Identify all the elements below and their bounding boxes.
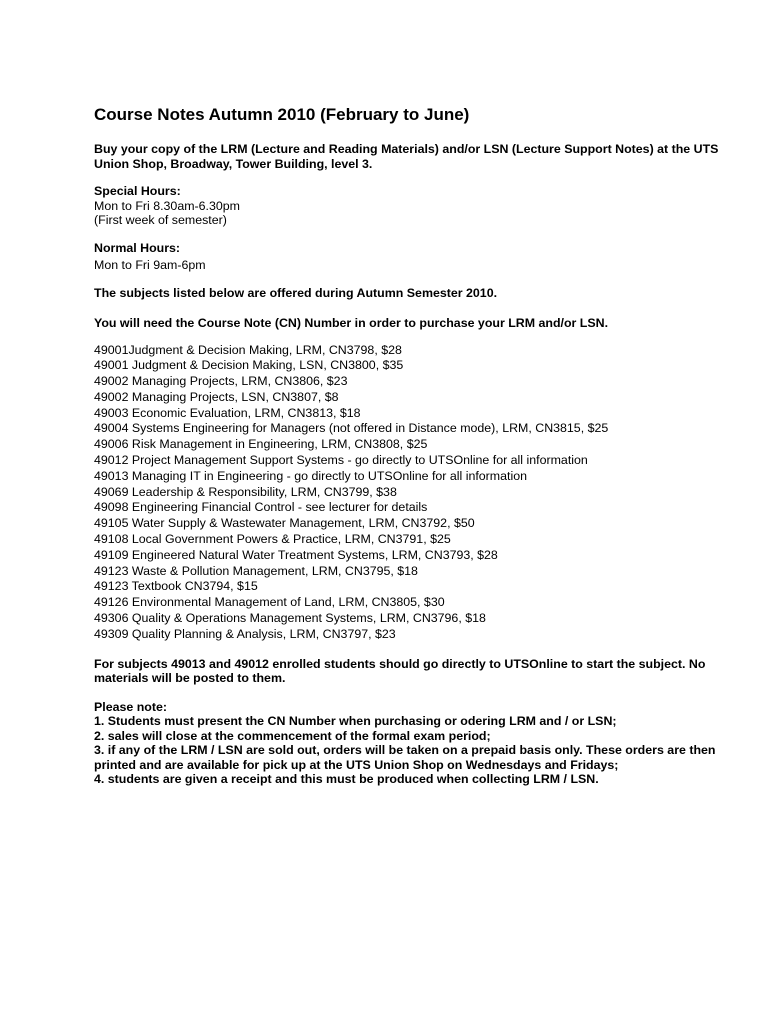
list-item: 49001 Judgment & Decision Making, LSN, CN3800, $35 bbox=[94, 358, 404, 373]
please-note-section bbox=[94, 700, 734, 787]
list-item: 49306 Quality & Operations Management Systems, LRM, CN3796, $18 bbox=[94, 611, 486, 626]
intro-paragraph: Buy your copy of the LRM (Lecture and Reading Materials) and/or LSN (Lecture Support Notes) at the UTS Union Shop, Broadway, Tower Building, level 3. bbox=[94, 142, 719, 171]
list-item: 49123 Textbook CN3794, $15 bbox=[94, 579, 258, 594]
list-item: 49012 Project Management Support Systems - go directly to UTSOnline for all information bbox=[94, 453, 588, 468]
special-hours-heading: Special Hours: bbox=[94, 184, 181, 198]
list-item: 49013 Managing IT in Engineering - go directly to UTSOnline for all information bbox=[94, 468, 527, 483]
note-item: 4. students are given a receipt and this must be produced when collecting LRM / LSN. bbox=[94, 772, 599, 787]
special-hours-note: (First week of semester) bbox=[94, 213, 227, 227]
subjects-offered-text: The subjects listed below are offered during Autumn Semester 2010. bbox=[94, 285, 498, 300]
normal-hours-heading: Normal Hours: bbox=[94, 240, 181, 255]
normal-hours-section bbox=[94, 241, 734, 273]
list-item: 49002 Managing Projects, LSN, CN3807, $8 bbox=[94, 389, 339, 404]
cn-needed-text: You will need the Course Note (CN) Number in order to purchase your LRM and/or LSN. bbox=[94, 316, 609, 330]
list-item: 49105 Water Supply & Wastewater Management, LRM, CN3792, $50 bbox=[94, 516, 475, 531]
utsonline-note: For subjects 49013 and 49012 enrolled students should go directly to UTSOnline to start the subject. No materials will be posted to them. bbox=[94, 656, 706, 686]
list-item: 49069 Leadership & Responsibility, LRM, CN3799, $38 bbox=[94, 484, 397, 499]
list-item: 49001Judgment & Decision Making, LRM, CN3798, $28 bbox=[94, 342, 402, 357]
list-item: 49108 Local Government Powers & Practice, LRM, CN3791, $25 bbox=[94, 532, 451, 547]
list-item: 49003 Economic Evaluation, LRM, CN3813, $18 bbox=[94, 405, 361, 420]
please-note-heading: Please note: bbox=[94, 699, 167, 714]
list-item: 49098 Engineering Financial Control - see lecturer for details bbox=[94, 500, 428, 515]
special-hours-times: Mon to Fri 8.30am-6.30pm bbox=[94, 198, 240, 213]
note-item: 2. sales will close at the commencement of the formal exam period; bbox=[94, 728, 491, 743]
list-item: 49309 Quality Planning & Analysis, LRM, CN3797, $23 bbox=[94, 626, 396, 641]
list-item: 49006 Risk Management in Engineering, LRM, CN3808, $25 bbox=[94, 437, 428, 452]
list-item: 49002 Managing Projects, LRM, CN3806, $23 bbox=[94, 374, 348, 389]
note-item: 3. if any of the LRM / LSN are sold out, orders will be taken on a prepaid basis only. These orders are then printed and are available for pick up at the UTS Union Shop on Wednesdays and Fridays; bbox=[94, 743, 716, 772]
list-item: 49123 Waste & Pollution Management, LRM, CN3795, $18 bbox=[94, 563, 418, 578]
subject-list bbox=[94, 343, 734, 643]
list-item: 49004 Systems Engineering for Managers (not offered in Distance mode), LRM, CN3815, $25 bbox=[94, 421, 609, 436]
normal-hours-times: Mon to Fri 9am-6pm bbox=[94, 258, 206, 272]
document-page bbox=[94, 104, 734, 787]
special-hours-section bbox=[94, 184, 734, 228]
list-item: 49109 Engineered Natural Water Treatment Systems, LRM, CN3793, $28 bbox=[94, 547, 498, 562]
note-item: 1. Students must present the CN Number when purchasing or odering LRM and / or LSN; bbox=[94, 714, 617, 729]
list-item: 49126 Environmental Management of Land, LRM, CN3805, $30 bbox=[94, 595, 445, 610]
document-title: Course Notes Autumn 2010 (February to June) bbox=[94, 105, 470, 124]
